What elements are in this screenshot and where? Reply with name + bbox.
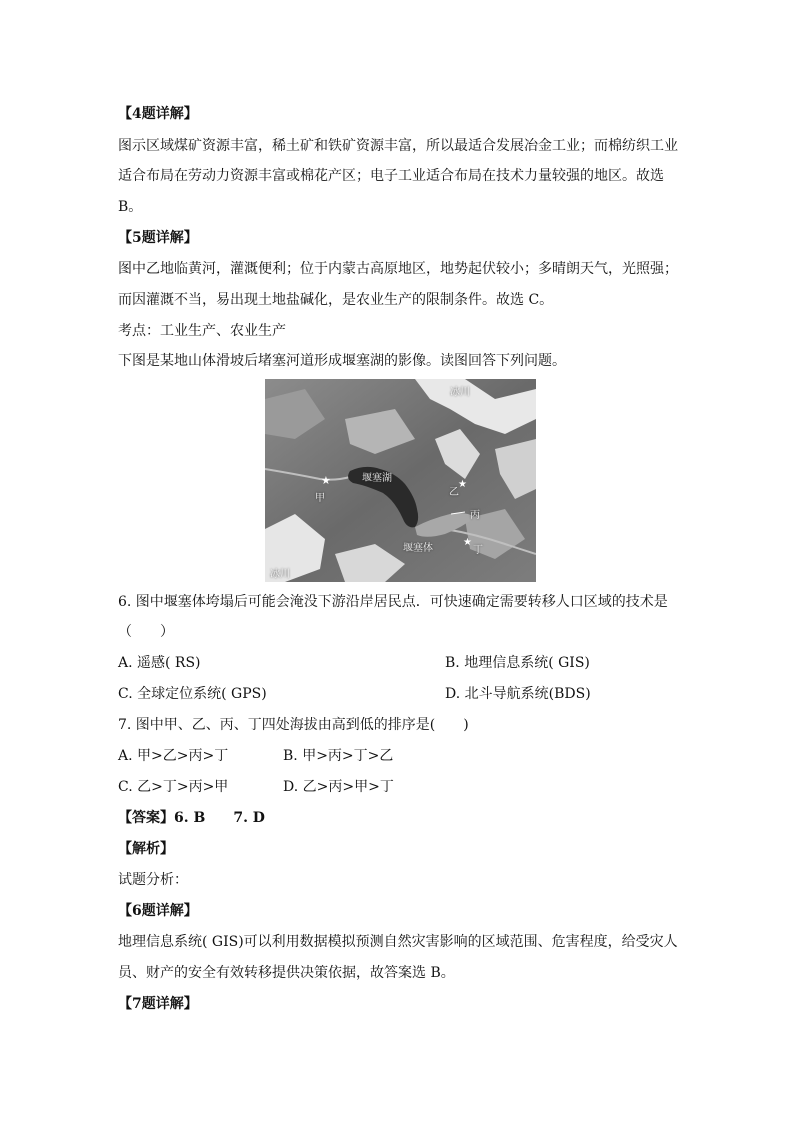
q6-stem-line-1: 6. 图中堰塞体垮塌后可能会淹没下游沿岸居民点．可快速确定需要转移人口区域的技术是 [118,594,668,610]
analysis-subheader: 试题分析： [118,872,188,888]
figure-label-glacier-top: 冰川 [450,387,470,398]
q5-text-line-1: 图中乙地临黄河，灌溉便利；位于内蒙古高原地区，地势起伏较小；多晴朗天气，光照强； [118,261,678,277]
figure-label-ding: 丁 [473,545,483,556]
answer-line: 【答案】6. B 7. D [118,810,265,826]
svg-text:★: ★ [463,537,472,548]
landslide-lake-image [265,379,536,582]
figure-label-jia: 甲 [315,493,325,504]
q6-option-c: C. 全球定位系统( GPS) [118,686,267,702]
q7-option-a: A. 甲>乙>丙>丁 [118,748,229,764]
q4-text-line-2: 适合布局在劳动力资源丰富或棉花产区；电子工业适合布局在技术力量较强的地区。故选 [118,168,664,184]
q4-header: 【4题详解】 [118,106,198,122]
q5-text-line-2: 而因灌溉不当，易出现土地盐碱化，是农业生产的限制条件。故选 C。 [118,292,554,308]
figure-label-glacier-bottom: 冰川 [270,569,290,580]
q6-detail-header: 【6题详解】 [118,903,198,919]
figure-label-dam: 堰塞体 [403,543,433,554]
q6-detail-line-2: 员、财产的安全有效转移提供决策依据，故答案选 B。 [118,965,455,981]
terrain-image [265,379,536,582]
q7-stem: 7. 图中甲、乙、丙、丁四处海拔由高到低的排序是( ) [118,717,469,733]
q4-text-line-3: B。 [118,199,143,215]
q4-text-line-1: 图示区域煤矿资源丰富，稀土矿和铁矿资源丰富，所以最适合发展冶金工业；而棉纺织工业 [118,138,678,154]
q5-header: 【5题详解】 [118,230,198,246]
figure-label-yi: 乙 [449,487,459,498]
svg-text:★: ★ [458,479,467,490]
q7-option-c: C. 乙>丁>丙>甲 [118,779,229,795]
kaodian-line: 考点：工业生产、农业生产 [118,323,286,339]
figure-label-bing: 丙 [470,510,480,521]
q7-option-d: D. 乙>丙>甲>丁 [283,779,394,795]
q7-detail-header: 【7题详解】 [118,996,198,1012]
svg-text:★: ★ [321,474,331,487]
intro-line: 下图是某地山体滑坡后堵塞河道形成堰塞湖的影像。读图回答下列问题。 [118,353,566,369]
figure-label-lake: 堰塞湖 [362,473,392,484]
q6-option-b: B. 地理信息系统( GIS) [445,655,590,671]
q6-option-a: A. 遥感( RS) [118,655,201,671]
q6-option-d: D. 北斗导航系统(BDS) [445,686,591,702]
q6-stem-line-2: （ ） [118,624,174,640]
analysis-header: 【解析】 [118,841,174,857]
q6-detail-line-1: 地理信息系统( GIS)可以利用数据模拟预测自然灾害影响的区域范围、危害程度，给受灾人 [118,934,678,950]
q7-option-b: B. 甲>丙>丁>乙 [283,748,394,764]
